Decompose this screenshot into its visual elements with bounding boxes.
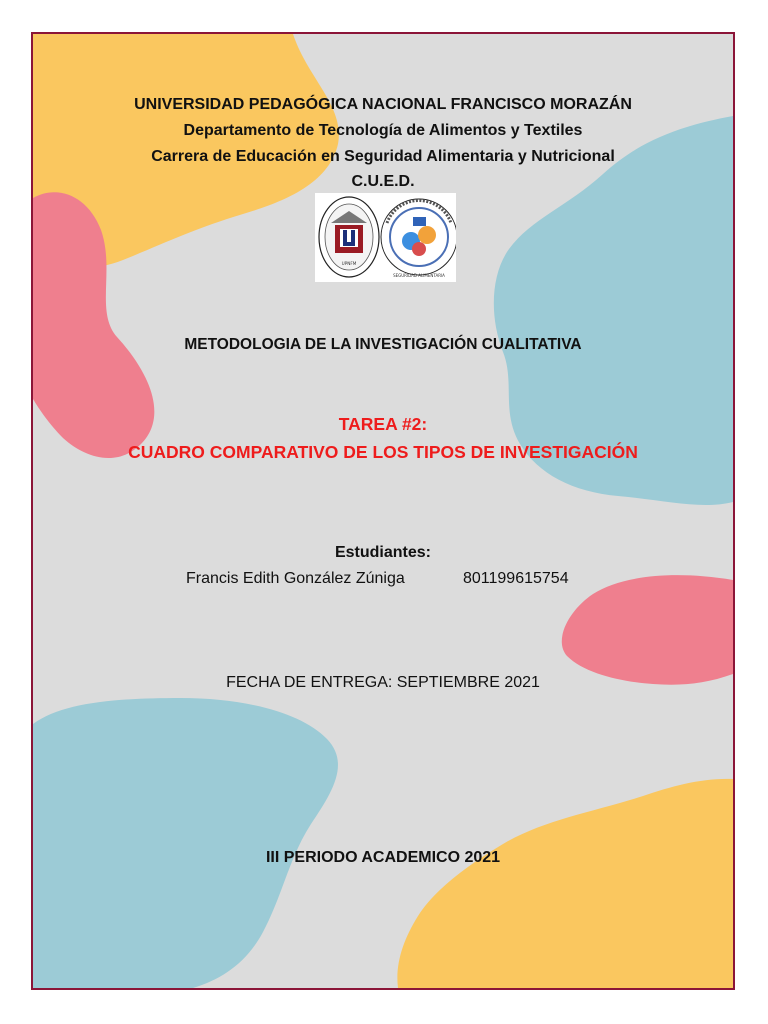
student-id: 801199615754 (463, 570, 569, 587)
cover-page (31, 32, 735, 990)
center-name: C.U.E.D. (351, 173, 415, 190)
academic-period: III PERIODO ACADEMICO 2021 (265, 849, 501, 866)
assignment-task: TAREA #2: (338, 414, 428, 434)
student-name: Francis Edith González Zúniga (186, 570, 405, 587)
seguridad-alimentaria-seal-logo (381, 199, 456, 278)
students-label: Estudiantes: (334, 544, 431, 561)
assignment-title: CUADRO COMPARATIVO DE LOS TIPOS DE INVESTIGACIÓN (128, 442, 638, 462)
career-name: Carrera de Educación en Seguridad Alimentaria y Nutricional (151, 148, 615, 165)
upnfm-seal-logo (319, 197, 379, 277)
svg-text:SEGURIDAD ALIMENTARIA: SEGURIDAD ALIMENTARIA (393, 273, 445, 278)
course-name: METODOLOGIA DE LA INVESTIGACIÓN CUALITATIVA (184, 336, 582, 353)
university-name: UNIVERSIDAD PEDAGÓGICA NACIONAL FRANCISCO MORAZÁN (134, 96, 632, 113)
department-name: Departamento de Tecnología de Alimentos y Textiles (183, 122, 583, 139)
logo-seals (315, 193, 456, 282)
institution-logos (315, 193, 456, 282)
svg-text:UPNFM: UPNFM (341, 261, 357, 266)
delivery-date: FECHA DE ENTREGA: SEPTIEMBRE 2021 (226, 674, 540, 691)
